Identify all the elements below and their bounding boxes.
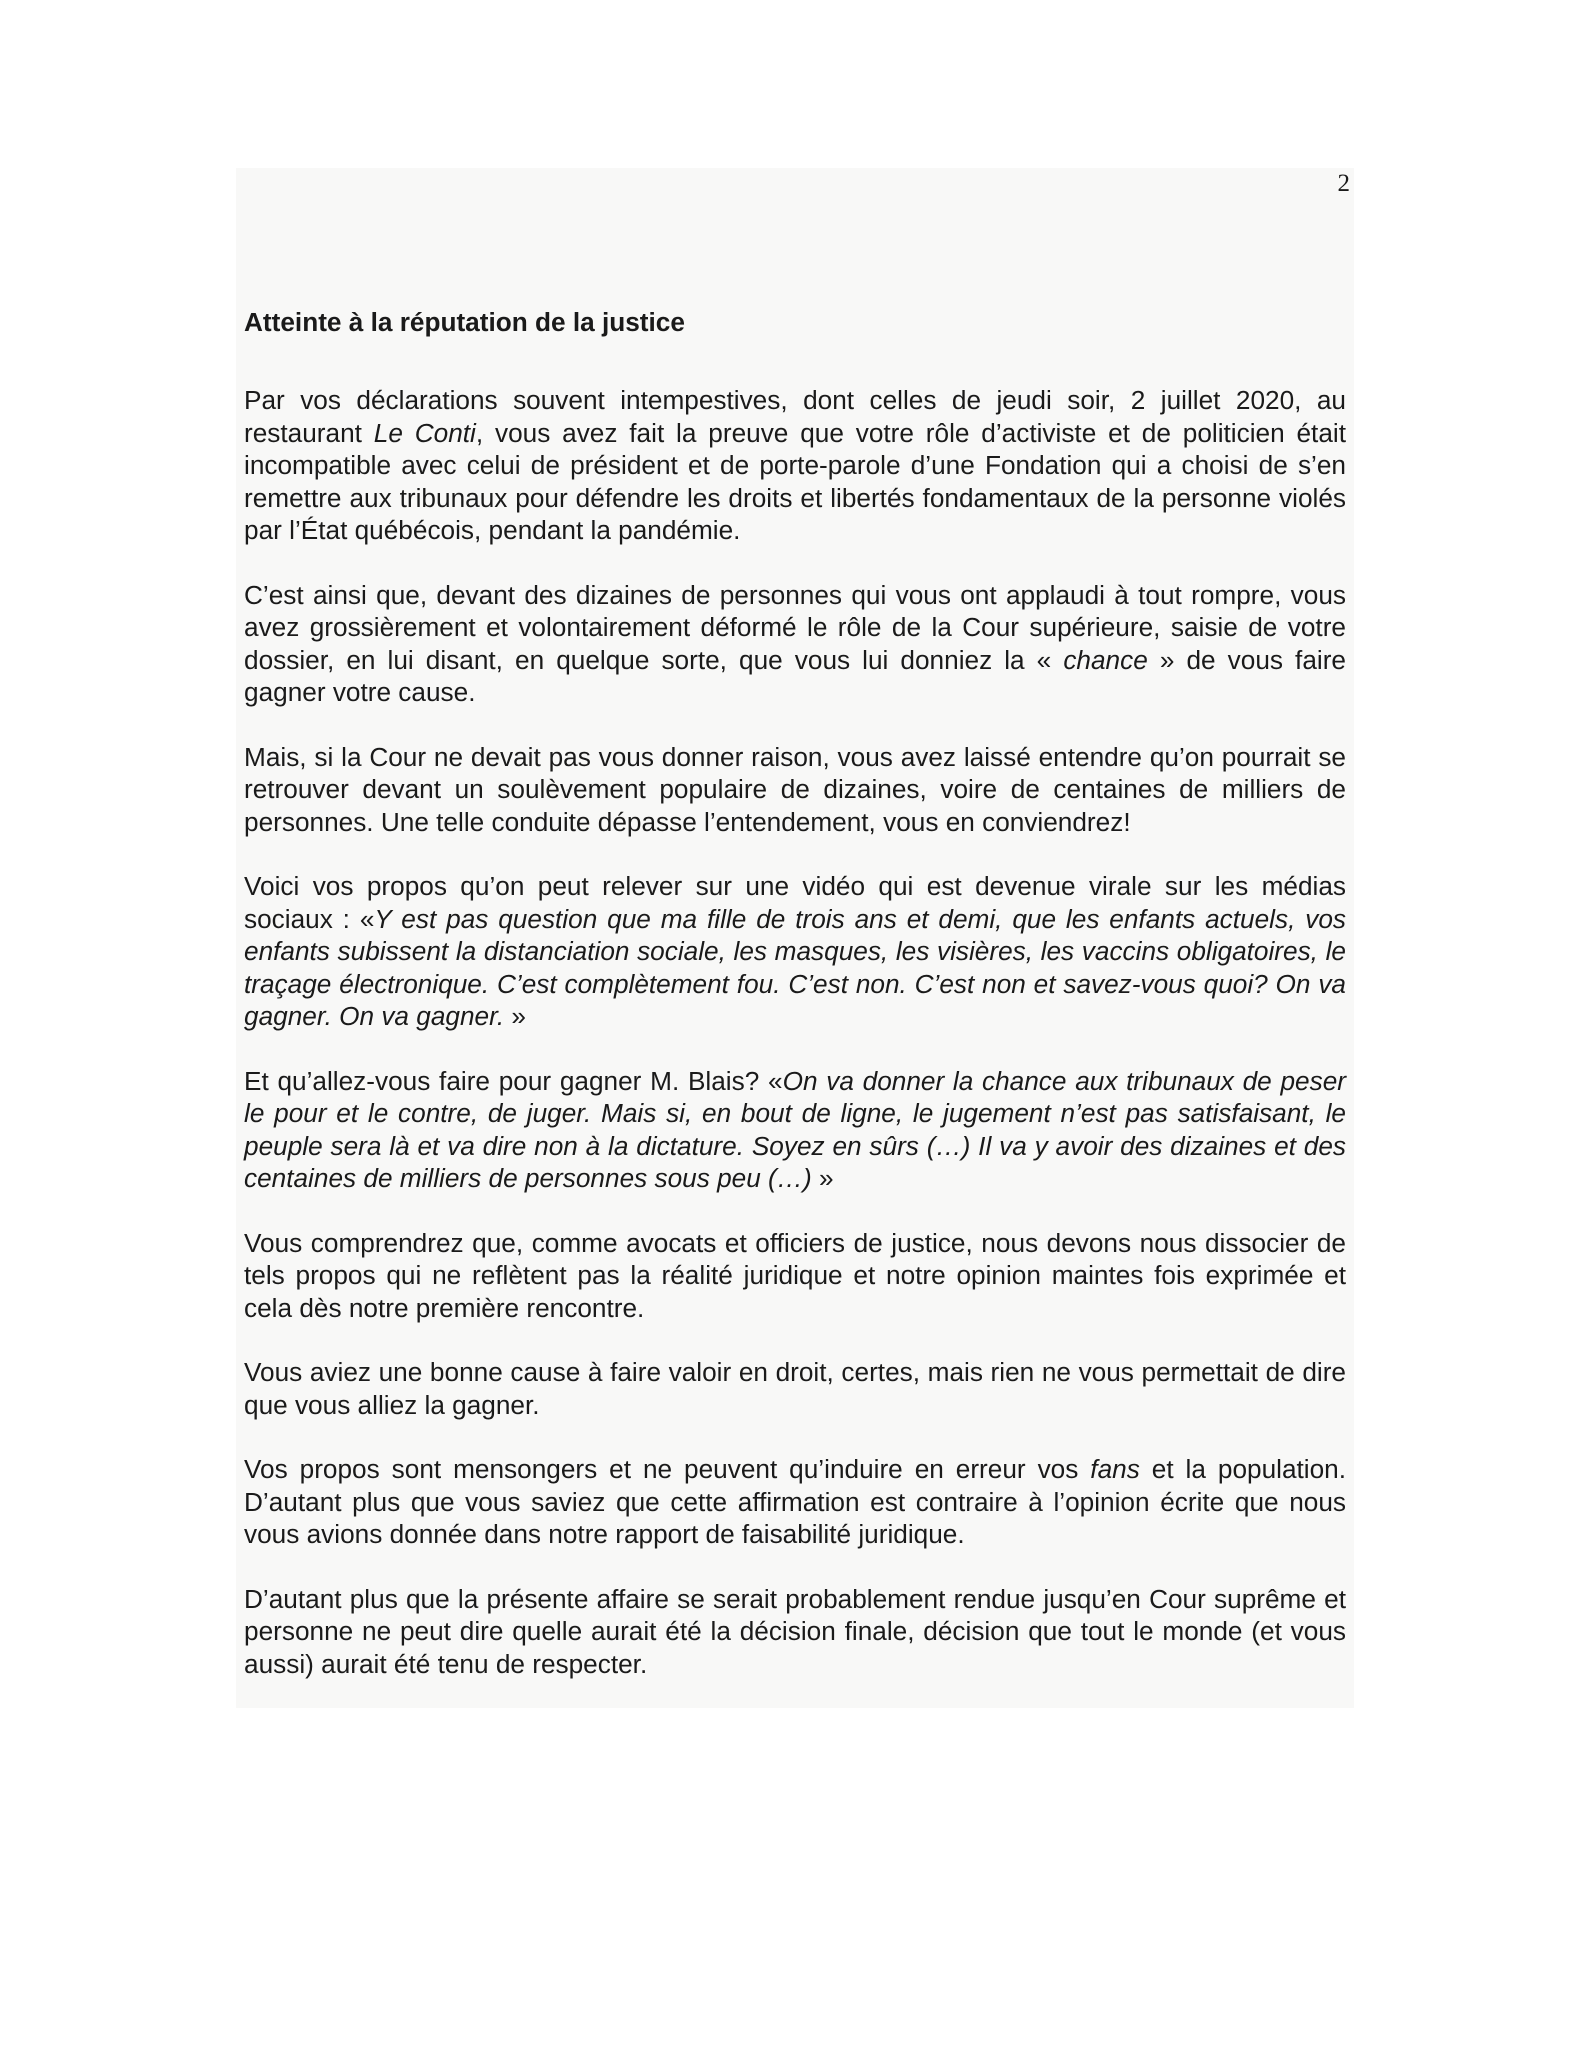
paragraph-2: [244, 579, 1346, 709]
paragraph-text: Vos propos sont mensongers et ne peuvent qu’induire en erreur vos: [244, 1454, 1091, 1484]
paragraph-italic-text: chance: [1063, 644, 1148, 675]
page-number: 2: [1337, 170, 1350, 197]
paragraph-text: D’autant plus que la présente affaire se serait probablement rendue jusqu’en Cour suprême et personne ne peut dire quelle aurait été la décision finale, décision que tout le monde (et vous aussi) aurait été tenu de respecter.: [244, 1583, 1346, 1679]
paragraph-3: [244, 741, 1346, 839]
paragraph-italic-text: On va donner la chance aux tribunaux de peser le pour et le contre, de juger. Mais si, en bout de ligne, le jugement n’est pas satisfaisant, le peuple sera là et va dire non à la dictature. Soyez en sûrs (…) Il va y avoir des dizaines et des centaines de milliers de personnes sous peu (…): [244, 1065, 1346, 1193]
paragraph-text: Mais, si la Cour ne devait pas vous donner raison, vous avez laissé entendre qu’on pourrait se retrouver devant un soulèvement populaire de dizaines, voire de centaines de milliers de personnes. Une telle conduite dépasse l’entendement, vous en conviendrez!: [244, 741, 1346, 837]
paragraph-7: [244, 1356, 1346, 1421]
paragraph-text: Et qu’allez-vous faire pour gagner M. Blais? «: [244, 1065, 783, 1096]
paragraph-8: [244, 1453, 1346, 1551]
paragraph-text: » de vous faire gagner votre cause.: [244, 644, 1346, 707]
paragraph-1: [244, 384, 1346, 547]
paragraph-italic-text: fans: [1090, 1454, 1140, 1484]
paragraph-5: [244, 1065, 1346, 1195]
paragraph-6: [244, 1227, 1346, 1325]
document-body: [244, 306, 1346, 1712]
paragraph-italic-text: Y est pas question que ma fille de trois ans et demi, que les enfants actuels, vos enfants subissent la distanciation sociale, les masques, les visières, les vaccins obligatoires, le traçage électronique. C’est complètement fou. C’est non. C’est non et savez-vous quoi? On va gagner. On va gagner.: [244, 903, 1346, 1031]
paragraph-text: Voici vos propos qu’on peut relever sur une vidéo qui est devenue virale sur les médias sociaux : «: [244, 871, 1346, 934]
section-heading: Atteinte à la réputation de la justice: [244, 307, 685, 337]
paragraph-text: et la population. D’autant plus que vous saviez que cette affirmation est contraire à l’opinion écrite que nous vous avions donnée dans notre rapport de faisabilité juridique.: [244, 1454, 1347, 1549]
paragraph-text: Vous aviez une bonne cause à faire valoir en droit, certes, mais rien ne vous permettait de dire que vous alliez la gagner.: [244, 1357, 1346, 1420]
paragraph-4: [244, 870, 1346, 1033]
paragraph-text: »: [811, 1163, 834, 1193]
paragraph-text: Vous comprendrez que, comme avocats et officiers de justice, nous devons nous dissocier de tels propos qui ne reflètent pas la réalité juridique et notre opinion maintes fois exprimée et cela dès notre première rencontre.: [244, 1227, 1346, 1323]
paragraph-text: , vous avez fait la preuve que votre rôle d’activiste et de politicien était incompatible avec celui de président et de porte-parole d’une Fondation qui a choisi de s’en remettre aux tribunaux pour défendre les droits et libertés fondamentaux de la personne violés par l’État québécois, pendant la pandémie.: [244, 417, 1346, 545]
paragraph-9: [244, 1583, 1346, 1681]
paragraph-text: Par vos déclarations souvent intempestives, dont celles de jeudi soir, 2 juillet 2020, au restaurant: [244, 385, 1346, 448]
paragraph-text: »: [504, 1001, 526, 1031]
paragraph-text: C’est ainsi que, devant des dizaines de personnes qui vous ont applaudi à tout rompre, vous avez grossièrement et volontairement déformé le rôle de la Cour supérieure, saisie de votre dossier, en lui disant, en quelque sorte, que vous lui donniez la «: [244, 579, 1346, 675]
paragraph-italic-text: Le Conti: [373, 417, 476, 448]
